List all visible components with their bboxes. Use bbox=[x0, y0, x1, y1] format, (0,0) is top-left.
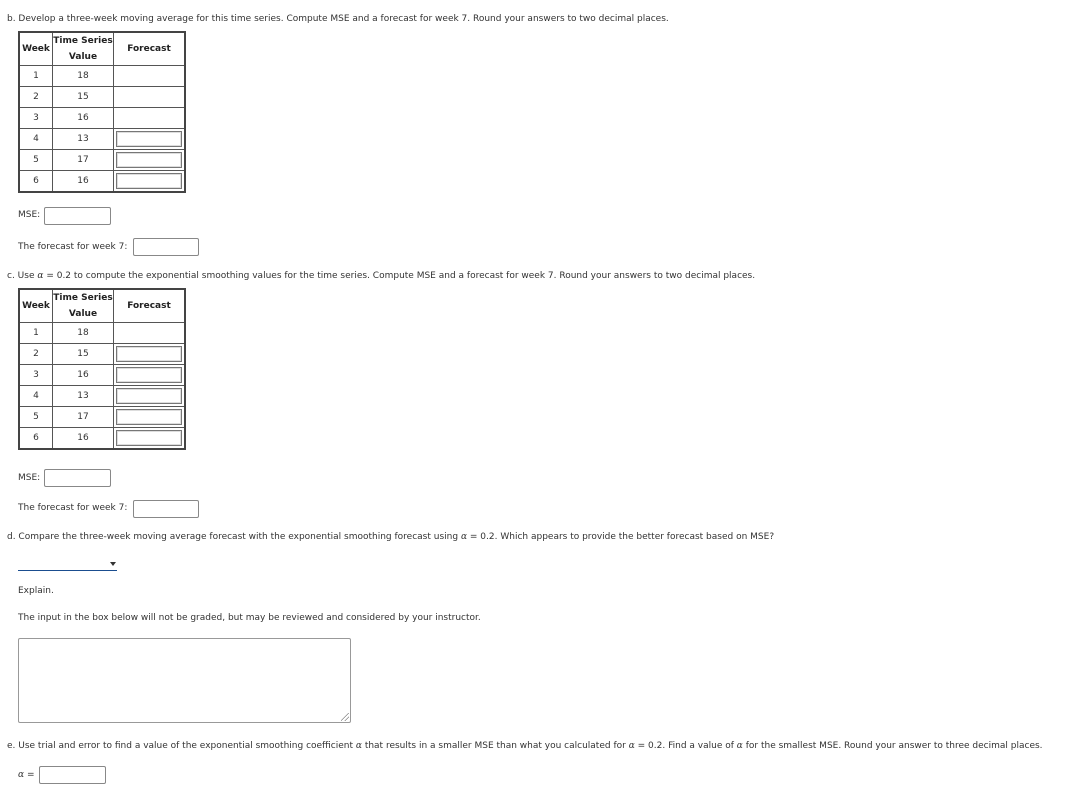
time-series-value-header bbox=[53, 289, 114, 323]
forecast-input-week-4[interactable] bbox=[116, 131, 182, 147]
week-cell: 5 bbox=[19, 407, 53, 428]
time-series-value-header bbox=[53, 32, 114, 66]
value-cell: 13 bbox=[53, 386, 114, 407]
forecast-cell-empty bbox=[114, 87, 186, 108]
forecast-week7-input[interactable] bbox=[133, 238, 199, 256]
forecast-header: Forecast bbox=[114, 32, 186, 66]
forecast-input-week-5[interactable] bbox=[116, 152, 182, 168]
week-cell: 3 bbox=[19, 108, 53, 129]
forecast-cell bbox=[114, 129, 186, 150]
week-cell: 4 bbox=[19, 386, 53, 407]
smoothing-input-week-2[interactable] bbox=[116, 346, 182, 362]
exponential-smoothing-table bbox=[18, 288, 186, 450]
table-row bbox=[19, 428, 185, 450]
alpha-symbol: α bbox=[460, 532, 468, 542]
week-cell: 2 bbox=[19, 87, 53, 108]
prompt-text: c. Use bbox=[7, 271, 35, 281]
alpha-equals-label bbox=[18, 770, 35, 780]
value-cell: 17 bbox=[53, 150, 114, 171]
part-b-prompt: b. Develop a three-week moving average for this time series. Compute MSE and a forecast for week 7. Round your answers to two decimal places. bbox=[7, 14, 669, 24]
alpha-symbol: α bbox=[18, 770, 25, 780]
resize-grip-icon[interactable] bbox=[341, 713, 349, 721]
forecast-cell bbox=[114, 407, 186, 428]
week-cell: 5 bbox=[19, 150, 53, 171]
prompt-text: = 0.2 to compute the exponential smoothing values for the time series. Compute MSE and a forecast for week 7. Round your answers to two decimal places. bbox=[46, 271, 756, 281]
prompt-text: = 0.2. Find a value of bbox=[637, 741, 734, 751]
table-row bbox=[19, 150, 185, 171]
value-cell: 16 bbox=[53, 428, 114, 450]
table-row bbox=[19, 87, 185, 108]
week-header: Week bbox=[19, 289, 53, 323]
value-cell: 13 bbox=[53, 129, 114, 150]
alpha-input[interactable] bbox=[39, 766, 106, 784]
forecast-header: Forecast bbox=[114, 289, 186, 323]
week-header: Week bbox=[19, 32, 53, 66]
forecast-cell-empty bbox=[114, 66, 186, 87]
value-cell: 16 bbox=[53, 365, 114, 386]
value-cell: 16 bbox=[53, 108, 114, 129]
prompt-text: d. Compare the three-week moving average forecast with the exponential smoothing forecast using bbox=[7, 532, 459, 542]
forecast-cell bbox=[114, 150, 186, 171]
week-cell: 6 bbox=[19, 171, 53, 193]
alpha-symbol: α bbox=[355, 741, 362, 751]
value-cell: 18 bbox=[53, 323, 114, 344]
forecast-cell bbox=[114, 171, 186, 193]
value-cell: 16 bbox=[53, 171, 114, 193]
table-header-row bbox=[19, 32, 185, 66]
chevron-down-icon bbox=[110, 562, 116, 566]
prompt-text: e. Use trial and error to find a value of the exponential smoothing coefficient bbox=[7, 741, 353, 751]
table-row bbox=[19, 66, 185, 87]
value-cell: 18 bbox=[53, 66, 114, 87]
mse-label: MSE: bbox=[18, 473, 41, 483]
value-cell: 15 bbox=[53, 87, 114, 108]
explain-label: Explain. bbox=[18, 586, 54, 596]
header-line-1: Time Series bbox=[53, 293, 113, 303]
prompt-text: that results in a smaller MSE than what you calculated for bbox=[364, 741, 626, 751]
table-row bbox=[19, 344, 185, 365]
part-d-prompt bbox=[7, 532, 774, 542]
better-forecast-select[interactable] bbox=[18, 558, 117, 571]
table-row bbox=[19, 323, 185, 344]
week-cell: 3 bbox=[19, 365, 53, 386]
table-row bbox=[19, 171, 185, 193]
part-e-prompt bbox=[7, 741, 1043, 751]
value-cell: 17 bbox=[53, 407, 114, 428]
forecast-cell-empty bbox=[114, 108, 186, 129]
table-row bbox=[19, 129, 185, 150]
week-cell: 4 bbox=[19, 129, 53, 150]
mse-input-smoothing[interactable] bbox=[44, 469, 111, 487]
table-row bbox=[19, 365, 185, 386]
forecast-cell bbox=[114, 428, 186, 450]
forecast-week7-label: The forecast for week 7: bbox=[18, 242, 128, 252]
smoothing-input-week-5[interactable] bbox=[116, 409, 182, 425]
explanation-textarea[interactable] bbox=[18, 638, 351, 723]
part-c-prompt bbox=[7, 271, 755, 281]
smoothing-input-week-6[interactable] bbox=[116, 430, 182, 446]
week-cell: 6 bbox=[19, 428, 53, 450]
smoothing-input-week-3[interactable] bbox=[116, 367, 182, 383]
forecast-week7-label: The forecast for week 7: bbox=[18, 503, 128, 513]
mse-label: MSE: bbox=[18, 210, 41, 220]
alpha-symbol: α bbox=[628, 741, 635, 751]
week-cell: 1 bbox=[19, 323, 53, 344]
table-row bbox=[19, 407, 185, 428]
forecast-cell bbox=[114, 344, 186, 365]
prompt-text: for the smallest MSE. Round your answer to three decimal places. bbox=[745, 741, 1043, 751]
table-row bbox=[19, 386, 185, 407]
forecast-input-week-6[interactable] bbox=[116, 173, 182, 189]
header-line-2: Value bbox=[68, 309, 98, 319]
forecast-cell bbox=[114, 386, 186, 407]
value-cell: 15 bbox=[53, 344, 114, 365]
ungraded-note: The input in the box below will not be graded, but may be reviewed and considered by your instructor. bbox=[18, 613, 481, 623]
week-cell: 1 bbox=[19, 66, 53, 87]
alpha-symbol: α bbox=[736, 741, 743, 751]
prompt-text: = 0.2. Which appears to provide the better forecast based on MSE? bbox=[469, 532, 775, 542]
forecast-cell-empty bbox=[114, 323, 186, 344]
forecast-cell bbox=[114, 365, 186, 386]
alpha-symbol: α bbox=[37, 271, 44, 281]
smoothing-input-week-4[interactable] bbox=[116, 388, 182, 404]
header-line-2: Value bbox=[68, 52, 98, 62]
table-row bbox=[19, 108, 185, 129]
equals-sign: = bbox=[26, 770, 35, 780]
moving-average-table bbox=[18, 31, 186, 193]
week-cell: 2 bbox=[19, 344, 53, 365]
table-header-row bbox=[19, 289, 185, 323]
header-line-1: Time Series bbox=[53, 36, 113, 46]
mse-input[interactable] bbox=[44, 207, 111, 225]
forecast-week7-input-smoothing[interactable] bbox=[133, 500, 199, 518]
